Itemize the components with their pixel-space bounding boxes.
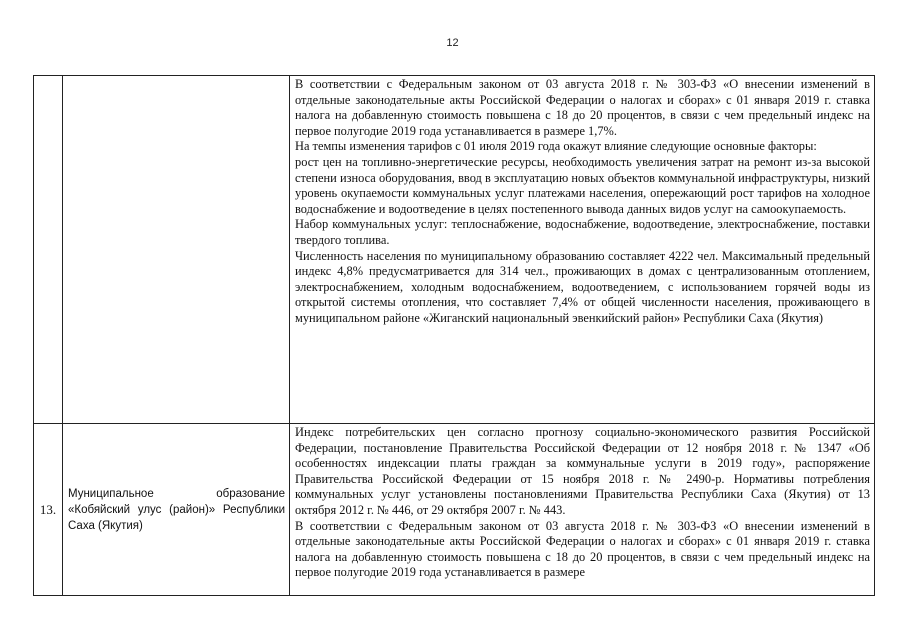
paragraph: В соответствии с Федеральным законом от 03 августа 2018 г. № 303-ФЗ «О внесении изменений в отдельные законодательные акты Российской Федерации о налогах и сборах» с 01 января 2019 г. ставка налога на добавленную стоимость повышена с 18 до 20 процентов, в связи с чем предельный индекс на первое полугодие 2019 года устанавливается в размере [295,518,870,580]
paragraph: Индекс потребительских цен согласно прогнозу социально-экономического развития Российской Федерации, постановление Правительства Российской Федерации от 12 ноября 2018 г. № 1347 «Об особенностях индексации платы граждан за коммунальные услуги в 2019 году», распоряжение Правительства Российской Федерации от 15 ноября 2018 г. № 2490-р. Нормативы потребления коммунальных услуг установлены постановлениями Правительства Республики Саха (Якутия) от 13 октября 2012 г. № 446, от 29 октября 2007 г. № 443. [295,425,870,517]
tariff-table [33,75,875,596]
paragraph: На темпы изменения тарифов с 01 июля 2019 года окажут влияние следующие основные факторы: [295,139,817,154]
table-row [34,424,875,596]
table-row [34,76,875,424]
description-cell [290,76,875,424]
description-cell [290,424,875,596]
municipality-cell: Муниципальное образование «Кобяйский улус (район)» Республики Саха (Якутия) [63,424,290,596]
row-number-cell [34,76,63,424]
paragraph: Набор коммунальных услуг: теплоснабжение, водоснабжение, водоотведение, электроснабжение, поставки твердого топлива. [295,217,870,247]
row-number-cell: 13. [34,424,63,596]
paragraph: Численность населения по муниципальному образованию составляет 4222 чел. Максимальный предельный индекс 4,8% предусматривается для 314 чел., проживающих в домах с централизованным отоплением, электроснабжением, холодным водоснабжением, водоотведением, с использованием горячей воды из открытой системы отопления, что составляет 7,4% от общей численности населения, проживающего в муниципальном районе «Жиганский национальный эвенкийский район» Республики Саха (Якутия) [295,248,870,325]
paragraph: В соответствии с Федеральным законом от 03 августа 2018 г. № 303-ФЗ «О внесении изменений в отдельные законодательные акты Российской Федерации о налогах и сборах» с 01 января 2019 г. ставка налога на добавленную стоимость повышена с 18 до 20 процентов, в связи с чем предельный индекс на первое полугодие 2019 года устанавливается в размере 1,7%. [295,77,870,138]
page-number: 12 [446,37,459,49]
municipality-cell [63,76,290,424]
paragraph: рост цен на топливно-энергетические ресурсы, необходимость увеличения затрат на ремонт из-за высокой степени износа оборудования, ввод в эксплуатацию новых объектов коммунальной инфраструктуры, низкий уровень окупаемости коммунальных услуг платежами населения, опережающий рост тарифов на холодное водоснабжение и водоотведение в целях постепенного вывода данных видов услуг на самоокупаемость. [295,154,870,216]
description-clip [295,425,870,593]
